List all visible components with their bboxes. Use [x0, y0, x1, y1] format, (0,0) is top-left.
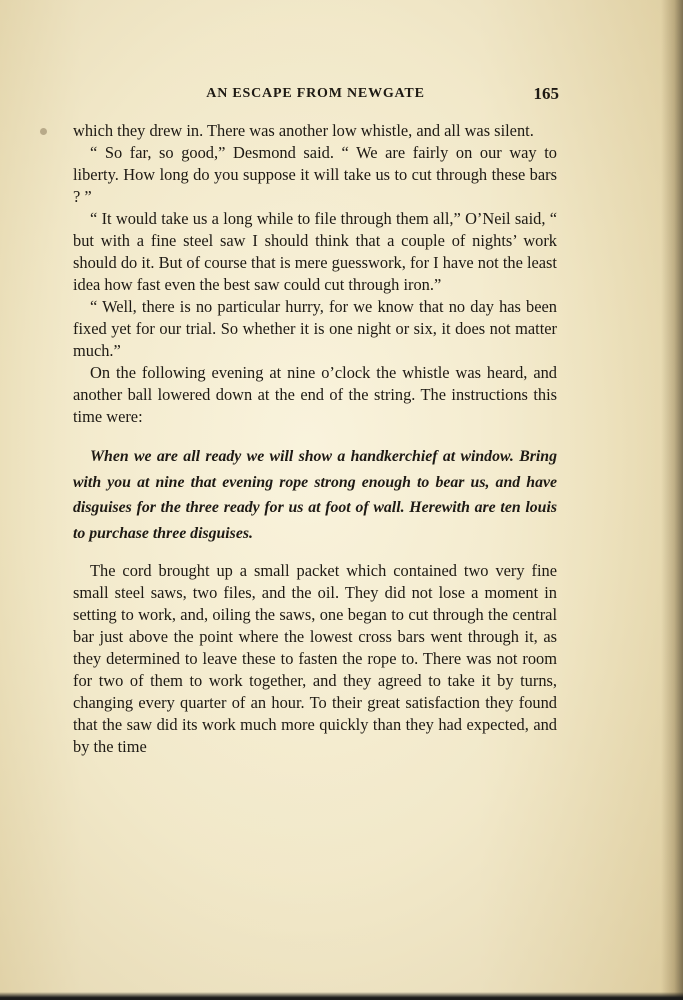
page-edge-shadow: [661, 0, 683, 1000]
paper-blemish: [40, 128, 47, 135]
paragraph: which they drew in. There was another low whistle, and all was silent.: [73, 121, 534, 140]
paragraph: “ So far, so good,” Desmond said. “ We are fairly on our way to liberty. How long do you suppose it will take us to cut through these bars ? ”: [73, 143, 557, 206]
body-text: [73, 120, 557, 758]
paragraph: On the following evening at nine o’clock the whistle was heard, and another ball lowered down at the end of the string. The instructions this time were:: [73, 363, 557, 426]
note-instructions: When we are all ready we will show a handkerchief at window. Bring with you at nine that evening rope strong enough to bear us, and have disguises for the three ready for us at foot of wall. Herewith are ten louis to purchase three disguises.: [73, 448, 557, 542]
paragraph: The cord brought up a small packet which contained two very fine small steel saws, two files, and the oil. They did not lose a moment in setting to work, and, oiling the saws, one began to cut through the central bar just above the point where the lowest cross bars went through it, as they determined to leave these to fasten the rope to. There was not room for two of them to work together, and they agreed to take it by turns, changing every quarter of an hour. To their great satisfaction they found that the saw did its work much more quickly than they had expected, and by the time: [73, 561, 557, 756]
page-number: 165: [533, 84, 559, 103]
paragraph: “ Well, there is no particular hurry, for we know that no day has been fixed yet for our trial. So whether it is one night or six, it does not matter much.”: [73, 297, 557, 360]
paragraph: “ It would take us a long while to file through them all,” O’Neil said, “ but with a fine steel saw I should think that a couple of nights’ work should do it. But of course that is mere guesswork, for I have not the least idea how fast even the best saw could cut through iron.”: [73, 209, 557, 294]
running-head: AN ESCAPE FROM NEWGATE: [206, 86, 425, 101]
page-bottom-edge: [0, 992, 683, 1000]
page-header: [72, 86, 559, 108]
